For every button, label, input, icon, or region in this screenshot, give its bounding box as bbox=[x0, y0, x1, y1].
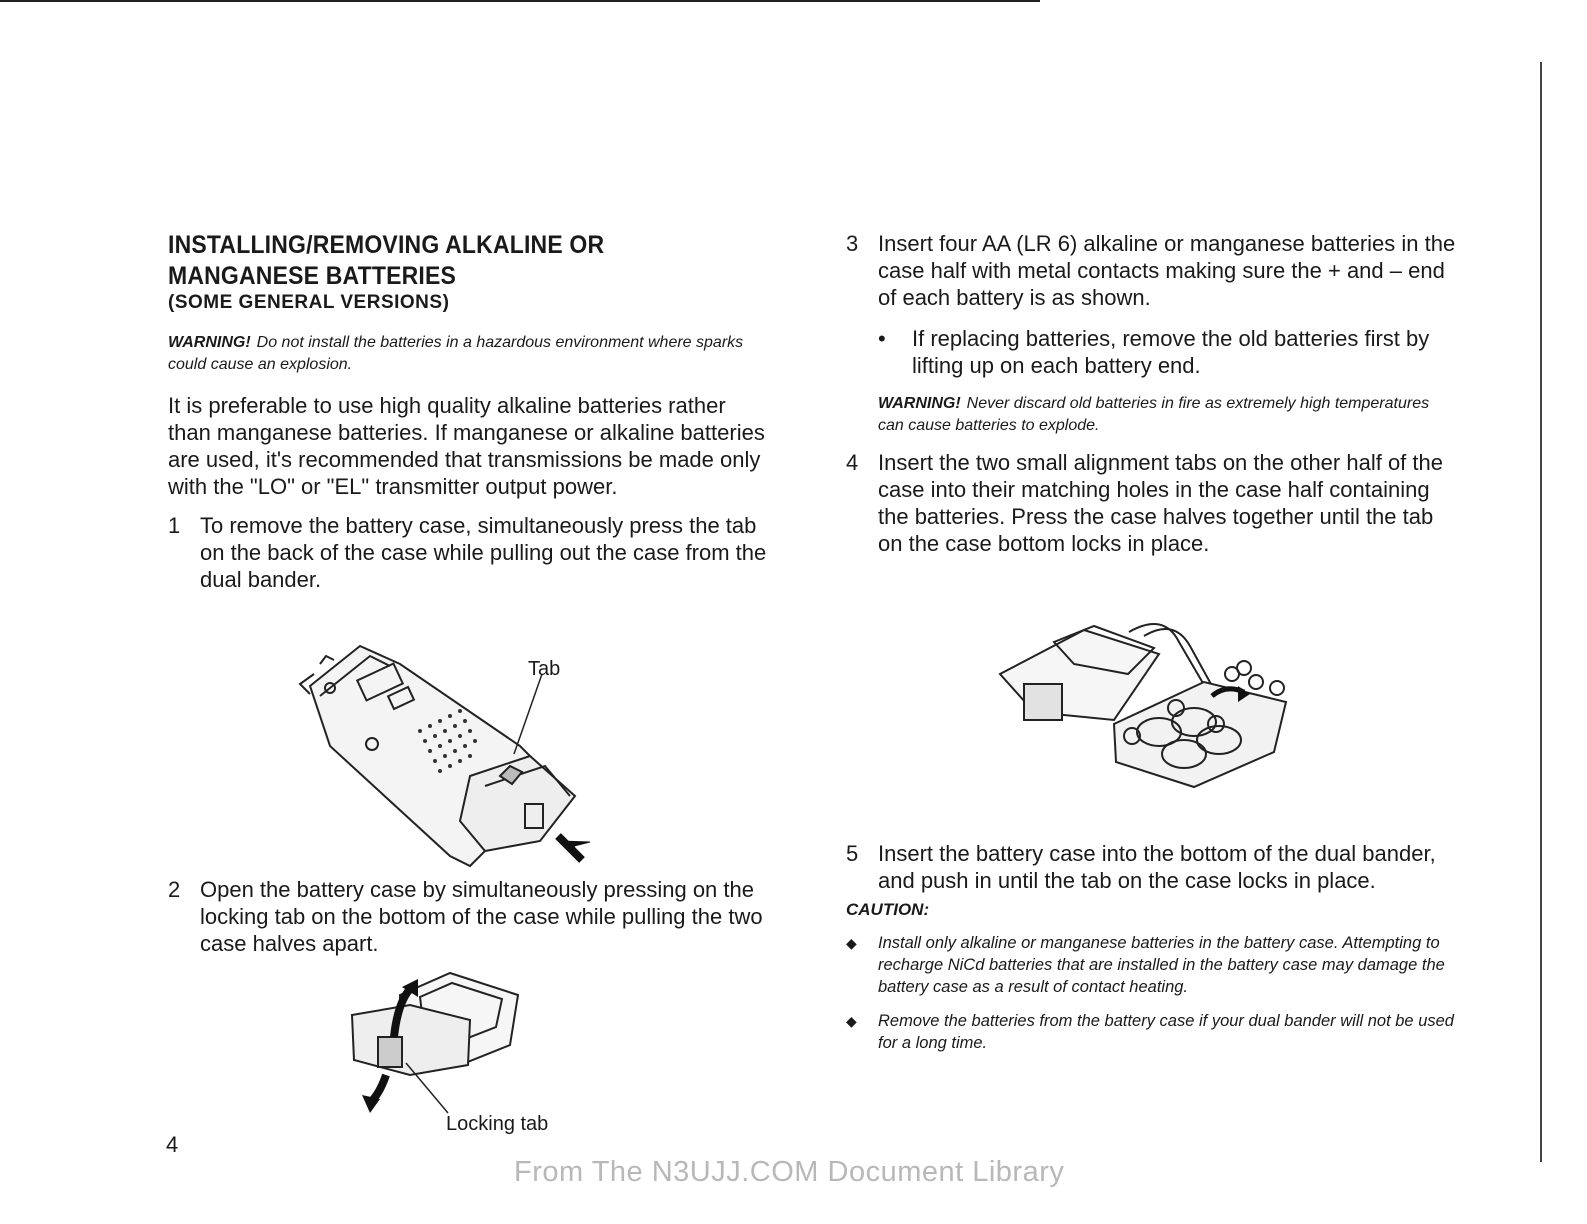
battery-case-open-figure bbox=[340, 965, 540, 1120]
warning-note bbox=[168, 332, 768, 376]
step-number: 4 bbox=[846, 450, 859, 475]
caution-heading: CAUTION: bbox=[846, 900, 930, 919]
tab-label: Tab bbox=[528, 658, 561, 680]
page-number: 4 bbox=[166, 1132, 179, 1157]
radio-illustration bbox=[290, 636, 610, 876]
section-title-line1: INSTALLING/REMOVING ALKALINE OR bbox=[168, 231, 605, 259]
step-text: Open the battery case by simultaneously pressing on the locking tab on the bottom of the case while pulling the two case halves apart. bbox=[200, 877, 763, 956]
right-margin-rule bbox=[1540, 62, 1542, 1162]
battery-insert-illustration bbox=[994, 612, 1294, 797]
top-rule bbox=[0, 0, 1040, 2]
warning-note bbox=[846, 393, 1456, 437]
intro-paragraph: It is preferable to use high quality alkaline batteries rather than manganese batteries. If manganese or alkaline batteries are used, it's recommended that transmissions be made only with the "LO" or "EL" transmitter output power. bbox=[168, 393, 765, 499]
step-4 bbox=[846, 449, 1456, 557]
radio-battery-removal-figure bbox=[290, 636, 610, 876]
caution-text: Install only alkaline or manganese batteries in the battery case. Attempting to recharge NiCd batteries that are installed in the battery case may damage the battery case as a result of contact heating. bbox=[878, 934, 1445, 996]
locking-tab-label: Locking tab bbox=[446, 1113, 549, 1135]
step-5 bbox=[846, 840, 1456, 894]
caution-item bbox=[846, 1010, 1456, 1054]
right-step5-block bbox=[846, 840, 1456, 1066]
left-step2-block bbox=[168, 876, 768, 957]
caution-item bbox=[846, 932, 1456, 998]
warning-text: Do not install the batteries in a hazardous environment where sparks could cause an explosion. bbox=[168, 334, 744, 373]
right-column bbox=[846, 230, 1456, 557]
caution-text: Remove the batteries from the battery case if your dual bander will not be used for a long time. bbox=[878, 1012, 1454, 1052]
step-3 bbox=[846, 230, 1456, 311]
battery-insert-figure bbox=[994, 612, 1294, 797]
diamond-bullet-icon: ◆ bbox=[846, 935, 857, 951]
bullet-dot: • bbox=[878, 326, 886, 351]
bullet-text: If replacing batteries, remove the old batteries first by lifting up on each battery end. bbox=[912, 326, 1430, 378]
left-column bbox=[168, 230, 768, 593]
warning-text: Never discard old batteries in fire as extremely high temperatures can cause batteries to explode. bbox=[878, 395, 1430, 434]
warning-label: WARNING! bbox=[878, 395, 961, 412]
step-2 bbox=[168, 876, 768, 957]
step-1 bbox=[168, 512, 768, 593]
diamond-bullet-icon: ◆ bbox=[846, 1013, 857, 1029]
step-number: 3 bbox=[846, 231, 859, 256]
step-number: 1 bbox=[168, 513, 181, 538]
step-text: To remove the battery case, simultaneously press the tab on the back of the case while pulling out the case from the dual bander. bbox=[200, 513, 767, 592]
section-title-line2: MANGANESE BATTERIES bbox=[168, 262, 457, 290]
warning-label: WARNING! bbox=[168, 334, 251, 351]
step-number: 2 bbox=[168, 877, 181, 902]
step-number: 5 bbox=[846, 841, 859, 866]
battery-case-illustration bbox=[340, 965, 540, 1120]
step-text: Insert four AA (LR 6) alkaline or manganese batteries in the case half with metal contacts making sure the + and – end of each battery is as shown. bbox=[878, 231, 1456, 310]
replace-bullet bbox=[846, 325, 1456, 379]
step-text: Insert the two small alignment tabs on the other half of the case into their matching holes in the case half containing the batteries. Press the case halves together until the tab on the case bottom locks in place. bbox=[878, 450, 1443, 556]
step-text: Insert the battery case into the bottom of the dual bander, and push in until the tab on the case locks in place. bbox=[878, 841, 1436, 893]
section-subtitle: (SOME GENERAL VERSIONS) bbox=[168, 292, 450, 313]
library-footer: From The N3UJJ.COM Document Library bbox=[514, 1156, 1065, 1188]
